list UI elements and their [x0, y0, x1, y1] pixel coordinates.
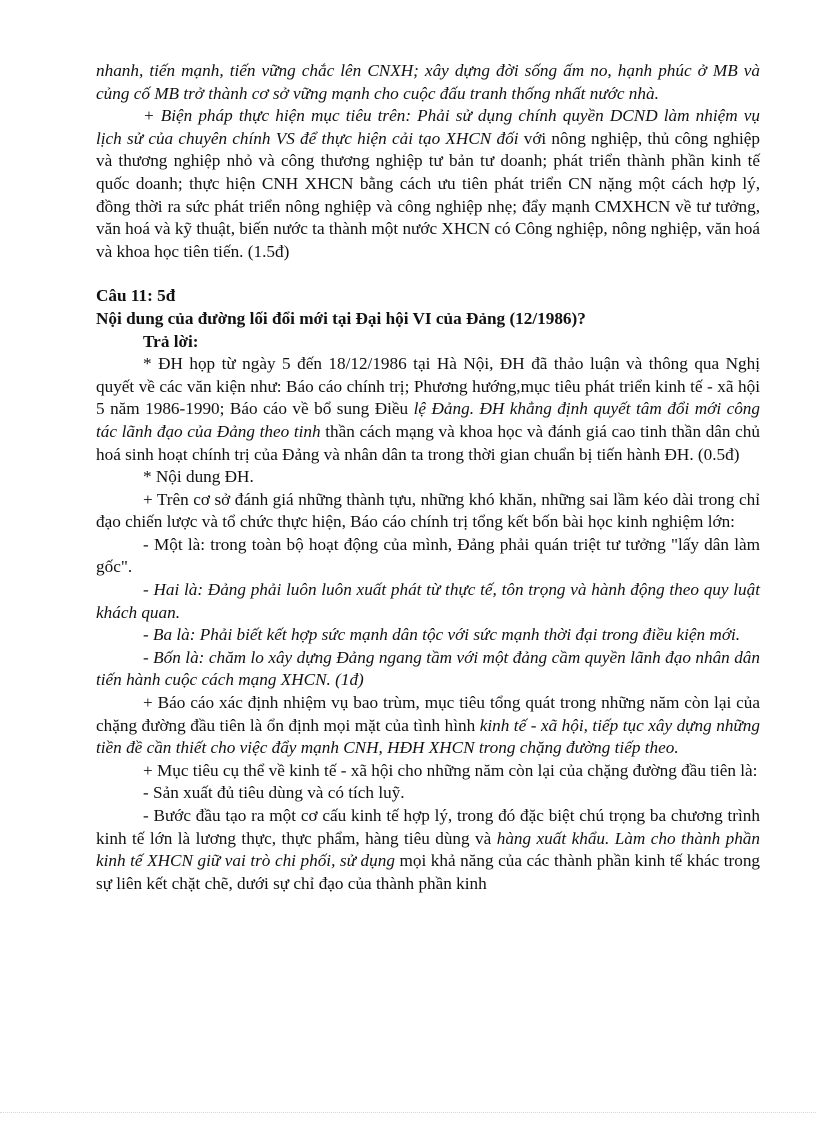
question-title: Nội dung của đường lối đổi mới tại Đại hội VI của Đảng (12/1986)?	[96, 308, 586, 328]
text-italic: lệ Đảng. ĐH khẳng định quyết tâm đổi mới công tác lãnh đạo của Đảng theo tinh	[96, 399, 760, 441]
page-bottom-divider	[0, 1112, 816, 1113]
text: thần cách mạng và khoa học và đánh giá cao tinh thần dân chủ hoá sinh hoạt chính trị của Đảng và nhân dân ta trong thời gian chuẩn bị tiến hành ĐH. (0.5đ)	[96, 421, 760, 464]
lesson-one: - Một là: trong toàn bộ hoạt động của mình, Đảng phải quán triệt tư tưởng "lấy dân làm gốc".	[96, 534, 760, 577]
question-number: Câu 11: 5đ	[96, 286, 176, 306]
text: mọi khả năng của các thành phần kinh tế khác trong sự liên kết chặt chẽ, dưới sự chỉ đạo của thành phần kinh	[96, 851, 761, 893]
paragraph-specific-goals: + Mục tiêu cụ thể về kinh tế - xã hội cho những năm còn lại của chặng đường đầu tiên là:	[143, 760, 758, 780]
paragraph-content-heading: * Nội dung ĐH.	[143, 467, 254, 487]
answer-label: Trả lời:	[143, 331, 199, 351]
spacer	[96, 263, 760, 285]
goal-structure	[96, 805, 760, 895]
text: * ĐH họp từ ngày 5 đến 18/12/1986 tại Hà Nội, ĐH đã thảo luận và thông qua Nghị quyết về các văn kiện như: Báo cáo chính trị; Phương hướng,mục tiêu phát triển kinh tế - xã hội 5 năm 1986-1990; Báo cáo về bổ sung Điều	[96, 354, 760, 419]
lesson-two: - Hai là: Đảng phải luôn luôn xuất phát từ thực tế, tôn trọng và hành động theo quy luật khách quan.	[96, 580, 760, 622]
text: với nông nghiệp, thủ công nghiệp và thương nghiệp nhỏ và công thương nghiệp tư bản tư doanh; phát triển thành phần kinh tế quốc doanh; thực hiện CNH XHCN bằng cách ưu tiên phát triển CN nặng một cách hợp lý, đồng thời ra sức phát triển nông nghiệp và công nghiệp nhẹ; đẩy mạnh CMXHCN về tư tưởng, văn hoá và kỹ thuật, biến nước ta thành một nước XHCN có Công nghiệp, nông nghiệp, văn hoá và khoa học tiên tiến. (1.5đ)	[96, 128, 761, 261]
paragraph-goal-end	[96, 60, 760, 105]
document-page	[96, 60, 760, 895]
paragraph-congress-intro	[96, 353, 760, 466]
lesson-four: - Bốn là: chăm lo xây dựng Đảng ngang tầm với một đảng cầm quyền lãnh đạo nhân dân tiến hành cuộc cách mạng XHCN. (1đ)	[96, 647, 760, 690]
text-italic: hàng xuất khẩu. Làm cho thành phần kinh tế XHCN giữ vai trò chi phối, sử dụng	[96, 828, 760, 871]
text: nhanh, tiến mạnh, tiến vững chắc lên CNXH; xây dựng đời sống ấm no, hạnh phúc ở MB và củng cố MB trở thành cơ sở vững mạnh cho cuộc đấu tranh thống nhất nước nhà.	[96, 61, 760, 103]
paragraph-overall-task	[96, 692, 760, 760]
paragraph-lessons-intro: + Trên cơ sở đánh giá những thành tựu, những khó khăn, những sai lầm kéo dài trong chỉ đạo chiến lược và tổ chức thực hiện, Báo cáo chính trị tổng kết bốn bài học kinh nghiệm lớn:	[96, 489, 760, 532]
text-italic: + Biện pháp thực hiện mục tiêu trên: Phải sử dụng chính quyền DCND làm nhiệm vụ lịch sử của chuyên chính VS để thực hiện cải tạo XHCN đối	[96, 106, 760, 148]
paragraph-measures	[96, 105, 760, 263]
text: + Báo cáo xác định nhiệm vụ bao trùm, mục tiêu tổng quát trong những năm còn lại của chặng đường đầu tiên là ổn định mọi mặt của tình hình	[96, 693, 760, 735]
text-italic: kinh tế - xã hội, tiếp tục xây dựng những tiền đề cần thiết cho việc đẩy mạnh CNH, HĐH XHCN trong chặng đường tiếp theo.	[96, 715, 760, 758]
text: - Bước đầu tạo ra một cơ cấu kinh tế hợp lý, trong đó đặc biệt chú trọng ba chương trình kinh tế lớn là lương thực, thực phẩm, hàng tiêu dùng và	[96, 806, 760, 848]
goal-production: - Sản xuất đủ tiêu dùng và có tích luỹ.	[143, 783, 405, 803]
lesson-three: - Ba là: Phải biết kết hợp sức mạnh dân tộc với sức mạnh thời đại trong điều kiện mới.	[143, 625, 741, 645]
